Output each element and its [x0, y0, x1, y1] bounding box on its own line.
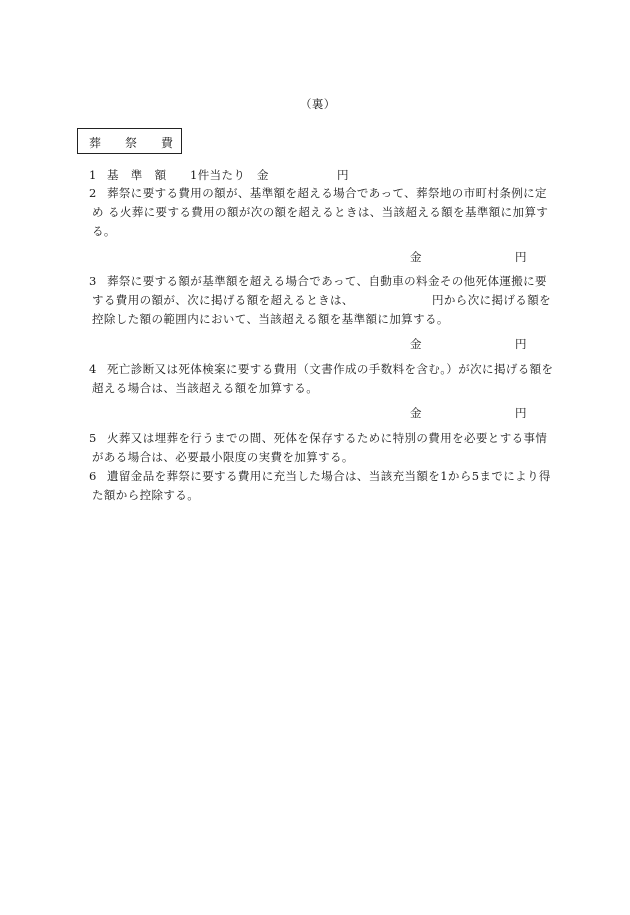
section-title-char: 祭	[125, 136, 138, 150]
yen-label: 円	[515, 406, 527, 420]
yen-label: 円	[515, 337, 527, 351]
section-title-char: 費	[161, 136, 174, 150]
item-number: 4	[89, 362, 97, 376]
item-text-line: 葬祭に要する費用の額が、基準額を超える場合であって、葬祭地の市町村条例に定	[107, 186, 547, 200]
item-text-line: 控除した額の範囲内において、当該超える額を基準額に加算する。	[92, 312, 449, 326]
item-number: 2	[89, 186, 97, 200]
section-title-box	[77, 128, 182, 154]
item-text-line: 超える場合は、当該超える額を加算する。	[92, 381, 319, 395]
item-number: 6	[89, 469, 97, 483]
kin-label: 金	[410, 250, 422, 264]
section-title-char: 葬	[89, 136, 102, 150]
item-number: 5	[89, 431, 97, 445]
item-label: 基 準 額	[107, 168, 167, 182]
item-number: 1	[89, 168, 97, 182]
item-text-line: がある場合は、必要最小限度の実費を加算する。	[92, 450, 354, 464]
kin-label: 金	[257, 168, 269, 182]
item-text-line: る。	[92, 224, 116, 238]
kin-label: 金	[410, 406, 422, 420]
item-text-line: た額から控除する。	[92, 488, 200, 502]
item-text-line: 遺留金品を葬祭に要する費用に充当した場合は、当該充当額を1から5までにより得	[107, 469, 551, 483]
item-text-line: 火葬又は埋葬を行うまでの間、死体を保存するために特別の費用を必要とする事情	[107, 431, 548, 445]
yen-label: 円	[337, 168, 349, 182]
item-text-line: 死亡診断又は死体検案に要する費用（文書作成の手数料を含む。）が次に掲げる額を	[107, 362, 554, 376]
item-text-line: め る火葬に要する費用の額が次の額を超えるときは、当該超える額を基準額に加算す	[92, 205, 549, 219]
per-unit-label: 1件当たり	[190, 168, 246, 182]
item-number: 3	[89, 274, 97, 288]
yen-label: 円	[515, 250, 527, 264]
kin-label: 金	[410, 337, 422, 351]
item-text-line: 葬祭に要する額が基準額を超える場合であって、自動車の料金その他死体運搬に要	[107, 274, 547, 288]
item-text-line: 円から次に掲げる額を	[432, 293, 551, 307]
item-text-line: する費用の額が、次に掲げる額を超えるときは、	[92, 293, 354, 307]
page-side-label: （裏）	[300, 97, 336, 111]
